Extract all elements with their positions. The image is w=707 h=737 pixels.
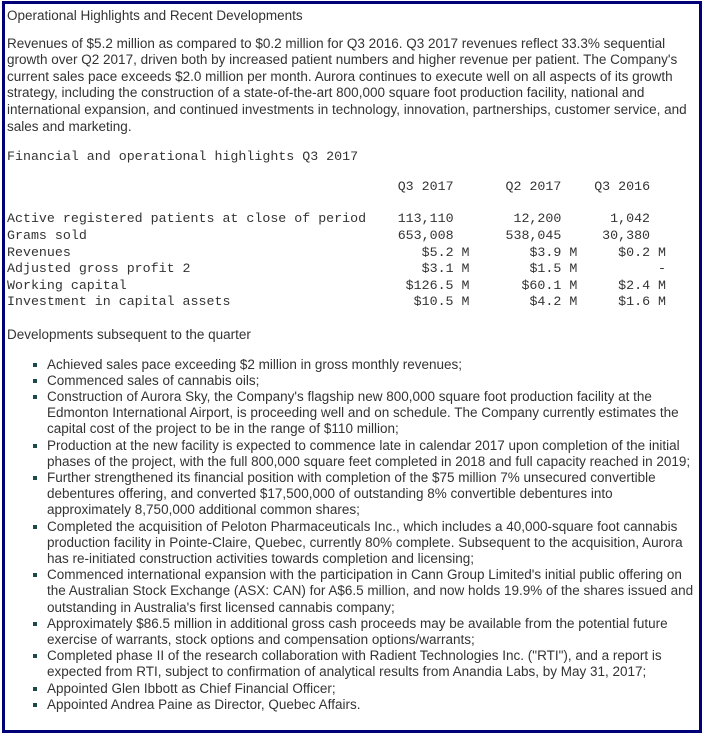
table-header-q3-2017 xyxy=(393,179,470,212)
table-row xyxy=(7,245,666,262)
value-unit: M xyxy=(569,261,578,277)
value-number: $3.1 xyxy=(421,261,454,277)
development-item xyxy=(33,438,697,470)
value-number: $0.2 xyxy=(618,244,651,260)
row-value xyxy=(470,245,578,262)
bullet-square-icon xyxy=(33,703,37,707)
development-text: Completed phase II of the research collaboration with Radient Technologies Inc. ("RTI"), and a report is expected from RTI, subject to confirmation of analytical results from Anandia Labs, by May 31, 2017; xyxy=(47,648,662,680)
development-item xyxy=(33,681,697,697)
table-header-q2-2017 xyxy=(470,179,578,212)
development-text: Completed the acquisition of Peloton Pharmaceuticals Inc., which includes a 40,000-square foot cannabis production facility in Pointe-Claire, Quebec, currently 80% complete. Subsequent to the acquisition, Aurora has re-initiated construction activities towards completion and licensing; xyxy=(47,518,683,566)
intro-paragraph: Revenues of $5.2 million as compared to $0.2 million for Q3 2016. Q3 2017 revenues reflect 33.3% sequential growth over Q2 2017, driven both by increased patient numbers and higher revenue per patient. The Company's current sales pace exceeds $2.0 million per month. Aurora continues to execute well on all aspects of its growth strategy, including the construction of a state-of-the-art 800,000 square foot production facility, national and international expansion, and continued investments in technology, innovation, partnerships, customer service, and sales and marketing. xyxy=(7,35,687,134)
row-value xyxy=(577,261,666,278)
value-number: 538,045 xyxy=(505,227,562,243)
value-unit: M xyxy=(658,244,666,260)
document-title: Operational Highlights and Recent Developments xyxy=(7,8,303,23)
development-item xyxy=(33,373,697,389)
table-row xyxy=(7,294,666,311)
value-number: $4.2 xyxy=(529,294,562,310)
value-unit: - xyxy=(658,261,666,277)
development-text: Further strengthened its financial position with completion of the $75 million 7% unsecured convertible debentures offering, and converted $17,500,000 of outstanding 8% convertible debentures into approximately 8,750,000 additional common shares; xyxy=(47,469,656,518)
value-unit: M xyxy=(658,277,666,293)
value-unit: M xyxy=(658,294,666,310)
subsequent-heading: Developments subsequent to the quarter xyxy=(7,326,251,342)
value-number: 113,110 xyxy=(397,211,454,227)
value-number: $10.5 xyxy=(413,294,454,310)
row-label: Adjusted gross profit 2 xyxy=(7,261,191,277)
bullet-square-icon xyxy=(33,363,37,367)
value-number: 653,008 xyxy=(397,227,454,243)
table-row xyxy=(7,228,666,245)
row-value xyxy=(577,294,666,311)
value-number: $60.1 xyxy=(521,277,562,293)
table-caption: Financial and operational highlights Q3 2017 xyxy=(7,149,359,165)
development-item xyxy=(33,616,697,648)
development-item xyxy=(33,567,697,616)
value-unit: M xyxy=(569,294,578,310)
table-body xyxy=(7,211,666,311)
table-row xyxy=(7,261,666,278)
document-page xyxy=(2,1,702,733)
development-text: Commenced international expansion with the participation in Cann Group Limited's initial public offering on the Australian Stock Exchange (ASX: CAN) for A$6.5 million, and now holds 19.9% of the shares issued and outstanding in Australia's first licensed cannabis company; xyxy=(47,567,694,615)
row-label: Investment in capital assets xyxy=(7,294,231,310)
row-value xyxy=(393,245,470,262)
bullet-square-icon xyxy=(33,687,37,691)
development-item xyxy=(33,389,697,438)
table-header-row xyxy=(7,179,666,212)
development-text: Achieved sales pace exceeding $2 million in gross monthly revenues; xyxy=(47,356,462,372)
row-label: Working capital xyxy=(7,277,127,293)
table-header-spacer xyxy=(7,179,393,212)
bullet-square-icon xyxy=(33,573,37,577)
development-item xyxy=(33,648,697,680)
developments-list xyxy=(33,357,697,713)
row-value xyxy=(577,211,666,228)
development-item xyxy=(33,357,697,373)
bullet-square-icon xyxy=(33,476,37,480)
row-value xyxy=(470,278,578,295)
row-value xyxy=(577,278,666,295)
value-unit: M xyxy=(461,277,470,293)
value-number: 30,380 xyxy=(602,227,651,243)
row-value xyxy=(470,228,578,245)
development-item xyxy=(33,470,697,519)
bullet-square-icon xyxy=(33,525,37,529)
development-text: Construction of Aurora Sky, the Company's flagship new 800,000 square foot production facility at the Edmonton International Airport, is proceeding well and on schedule. The Company currently estimates the capital cost of the project to be in the range of $110 million; xyxy=(47,388,679,437)
row-value xyxy=(577,228,666,245)
row-value xyxy=(470,294,578,311)
row-value xyxy=(470,211,578,228)
value-unit: M xyxy=(461,244,470,260)
row-value xyxy=(393,278,470,295)
row-value xyxy=(393,211,470,228)
row-label: Grams sold xyxy=(7,227,87,243)
bullet-square-icon xyxy=(33,395,37,399)
table-header-q3-2016 xyxy=(577,179,666,212)
bullet-square-icon xyxy=(33,654,37,658)
row-value xyxy=(470,261,578,278)
row-value xyxy=(393,228,470,245)
value-number: $126.5 xyxy=(405,277,454,293)
value-unit: M xyxy=(461,261,470,277)
row-value xyxy=(393,294,470,311)
development-text: Production at the new facility is expected to commence late in calendar 2017 upon completion of the initial phases of the project, with the full 800,000 square feet completed in 2018 and full capacity reached in 2019; xyxy=(47,437,691,469)
development-text: Commenced sales of cannabis oils; xyxy=(47,372,260,388)
bullet-square-icon xyxy=(33,622,37,626)
development-text: Appointed Glen Ibbott as Chief Financial Officer; xyxy=(47,680,336,696)
table-row xyxy=(7,278,666,295)
row-label: Revenues xyxy=(7,244,71,260)
column-header-label: Q3 2017 xyxy=(397,178,454,194)
value-number: $3.9 xyxy=(529,244,562,260)
value-number: 12,200 xyxy=(513,211,562,227)
development-text: Appointed Andrea Paine as Director, Quebec Affairs. xyxy=(47,696,361,712)
column-header-label: Q2 2017 xyxy=(505,178,562,194)
development-item xyxy=(33,697,697,713)
bullet-square-icon xyxy=(33,379,37,383)
value-unit: M xyxy=(569,277,578,293)
value-number: $5.2 xyxy=(421,244,454,260)
table-row xyxy=(7,211,666,228)
value-number: $1.5 xyxy=(529,261,562,277)
financial-highlights-table xyxy=(7,179,666,311)
row-label: Active registered patients at close of period xyxy=(7,211,367,227)
value-number: 1,042 xyxy=(610,211,651,227)
value-number: $2.4 xyxy=(618,277,651,293)
value-number: $1.6 xyxy=(618,294,651,310)
development-item xyxy=(33,519,697,568)
value-unit: M xyxy=(569,244,578,260)
development-text: Approximately $86.5 million in additional gross cash proceeds may be available from the potential future exercise of warrants, stock options and compensation options/warrants; xyxy=(47,615,668,647)
column-header-label: Q3 2016 xyxy=(594,178,651,194)
bullet-square-icon xyxy=(33,444,37,448)
row-value xyxy=(393,261,470,278)
value-unit: M xyxy=(461,294,470,310)
row-value xyxy=(577,245,666,262)
